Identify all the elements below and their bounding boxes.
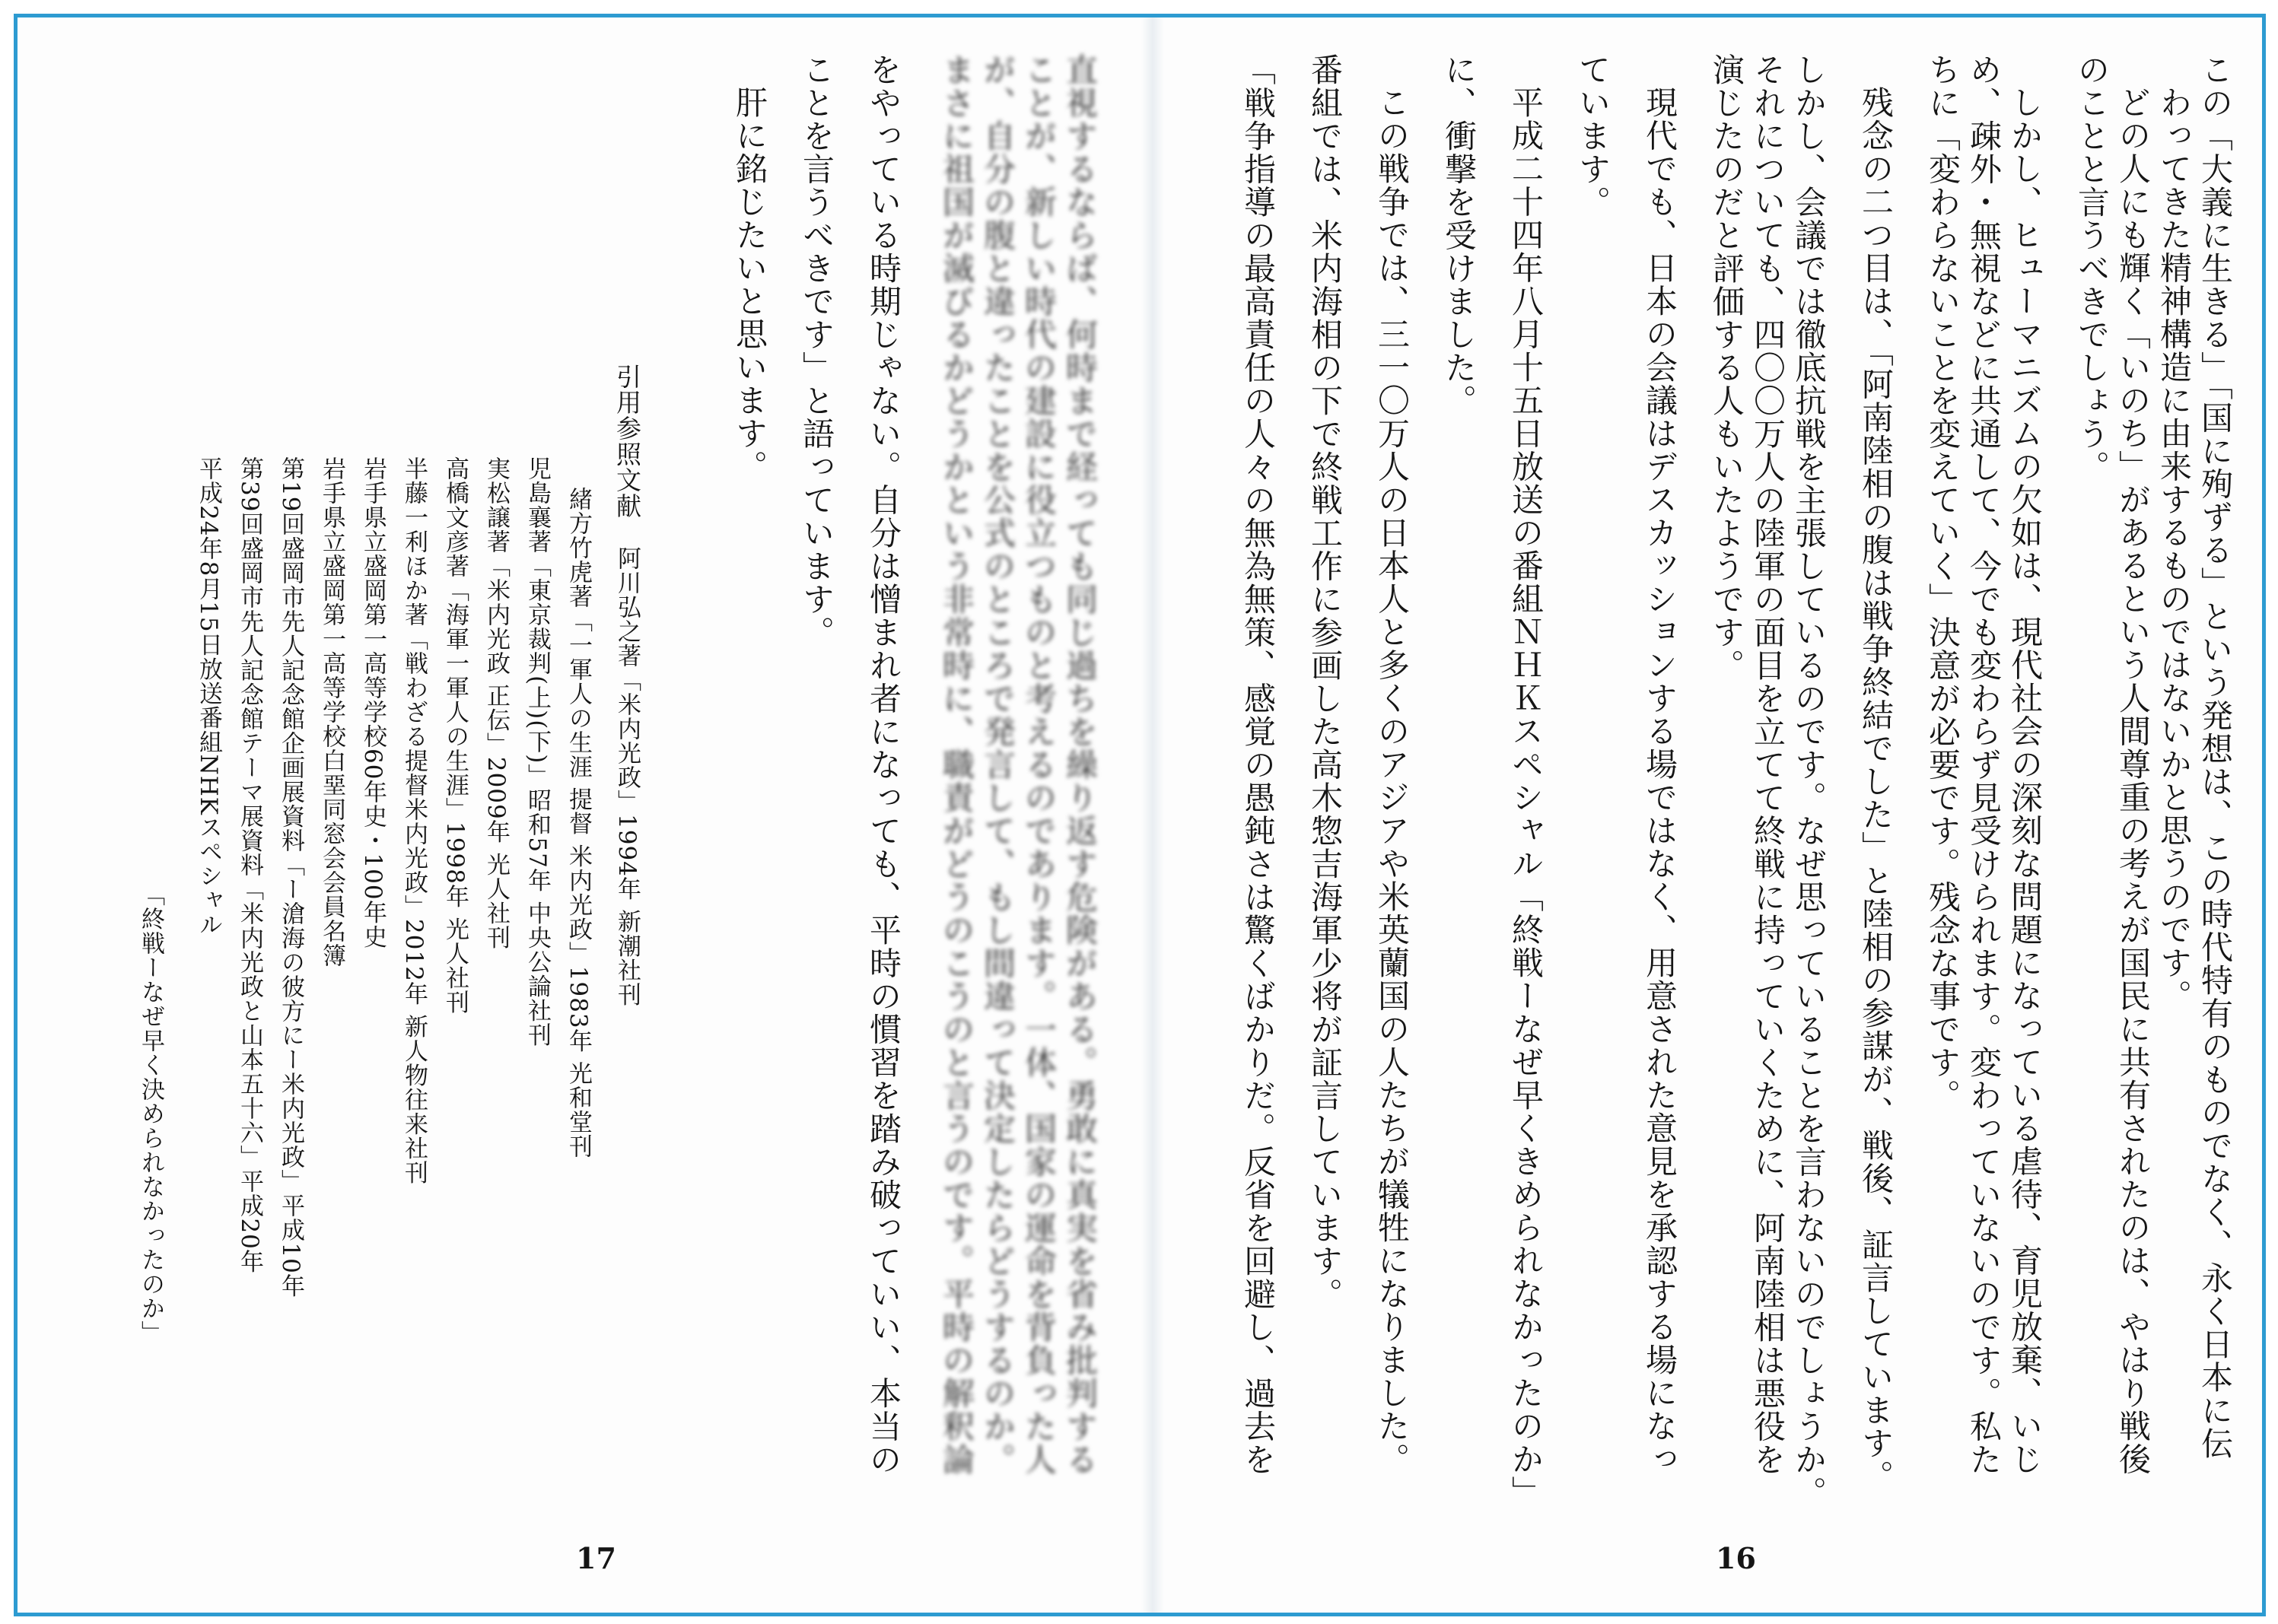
book-gutter bbox=[1141, 17, 1164, 1613]
reference-item: 第19回盛岡市先人記念館企画展資料「ー滄海の彼方にー米内光政」平成10年 bbox=[277, 456, 304, 1298]
references-title: 引用参照文献 bbox=[612, 364, 642, 519]
reference-item: 岩手県立盛岡第一高等学校60年史・100年史 bbox=[359, 456, 387, 949]
reference-item-continuation: 「終戦ーなぜ早く決められなかったのか」 bbox=[137, 882, 164, 1345]
page16-column: 現代でも、日本の会議はデスカッションする場ではなく、用意された意見を承認する場になっ bbox=[1641, 86, 1678, 1476]
page16-column: しかし、会議では徹底抗戦を主張しているのです。なぜ思っていることを言わないのでしょうか。 bbox=[1790, 53, 1828, 1509]
page16-column: わってきた精神構造に由来するものではないかと思うのです。 bbox=[2156, 86, 2193, 1012]
page16-column: 演じたのだと評価する人もいたようです。 bbox=[1708, 53, 1745, 682]
page16-column: それについても、四〇〇万人の陸軍の面目を立てて終戦に持っていくために、阿南陸相は悪役を bbox=[1749, 53, 1786, 1476]
page17-blurred-column: 直視するならば、何時まで経っても同じ過ちを繰り返す危険がある。勇敢に真実を省み批判する bbox=[1061, 53, 1099, 1476]
reference-item: 高橋文彦著「海軍一軍人の生涯」1998年 光人社刊 bbox=[441, 456, 469, 1015]
page16-column: ています。 bbox=[1574, 53, 1611, 219]
page-number-17: 17 bbox=[576, 1541, 616, 1575]
reference-item: 緒方竹虎著「一軍人の生涯 提督 米内光政」1983年 光和堂刊 bbox=[565, 487, 592, 1159]
page16-column: 残念の二つ目は、「阿南陸相の腹は戦争終結でした」と陸相の参謀が、戦後、証言しています。 bbox=[1857, 86, 1895, 1493]
page17-column: 肝に銘じたいと思います。 bbox=[731, 86, 768, 483]
reference-item: 半藤一利ほか著「戦わざる提督米内光政」2012年 新人物往来社刊 bbox=[400, 456, 428, 1185]
page17-column: をやっている時期じゃない。自分は憎まれ者になっても、平時の慣習を踏み破っていい、本当の bbox=[865, 53, 902, 1476]
page17-blurred-column: まさに祖国が滅びるかどうかという非常時に、職責がどうのこうのと言うのです。平時の解釈論 bbox=[938, 53, 975, 1476]
page17-blurred-column: ことが、新しい時代の建設に役立つものと考えるのであります。一体、国家の運命を背負った人 bbox=[1020, 53, 1058, 1476]
page17-blurred-column: が、自分の腹と違ったことを公式のところで発言して、もし間違って決定したらどうするのか。 bbox=[979, 53, 1017, 1476]
reference-item: 岩手県立盛岡第一高等学校白堊同窓会会員名簿 bbox=[318, 456, 345, 968]
reference-item: 第39回盛岡市先人記念館テーマ展資料「米内光政と山本五十六」平成20年 bbox=[236, 456, 263, 1274]
page16-column: め、疎外・無視などに共通して、今でも変わらず見受けられます。変わっていないのです。私た bbox=[1965, 53, 2003, 1476]
page16-column: 「戦争指導の最高責任の人々の無為無策、感覚の愚鈍さは驚くばかりだ。反省を回避し、過去を bbox=[1239, 53, 1277, 1476]
reference-item: 児島襄著「東京裁判(上)(下)」昭和57年 中央公論社刊 bbox=[523, 456, 551, 1047]
page16-column: に、衝撃を受けました。 bbox=[1440, 53, 1478, 418]
page17-column: ことを言うべきです」と語っています。 bbox=[798, 53, 835, 649]
reference-item: 実松譲著「米内光政 正伝」2009年 光人社刊 bbox=[482, 456, 510, 950]
page16-column: ちに「変わらないことを変えていく」決意が必要です。残念な事です。 bbox=[1924, 53, 1961, 1112]
page16-column: しかし、ヒューマニズムの欠如は、現代社会の深刻な問題になっている虐待、育児放棄、いじ bbox=[2006, 86, 2044, 1476]
page16-column: 平成二十四年八月十五日放送の番組ＮＨＫスペシャル「終戦ーなぜ早くきめられなかったのか」 bbox=[1507, 86, 1545, 1509]
page16-column: 番組では、米内海相の下で終戦工作に参画した高木惣吉海軍少将が証言しています。 bbox=[1306, 53, 1344, 1311]
page-number-16: 16 bbox=[1716, 1541, 1756, 1575]
page16-column: この「大義に生きる」「国に殉ずる」という発想は、この時代特有のものでなく、永く日本に伝 bbox=[2197, 53, 2234, 1460]
reference-item: 阿川弘之著「米内光政」1994年 新潮社刊 bbox=[613, 546, 641, 1007]
page16-column: この戦争では、三一〇万人の日本人と多くのアジアや米英蘭国の人たちが犠牲になりました。 bbox=[1373, 86, 1411, 1476]
page16-column: のことと言うべきでしょう。 bbox=[2073, 53, 2111, 484]
page16-column: どの人にも輝く「いのち」があるという人間尊重の考えが国民に共有されたのは、やはり戦後 bbox=[2114, 86, 2152, 1476]
reference-item: 平成24年8月15日放送番組NHKスペシャル bbox=[195, 456, 222, 937]
